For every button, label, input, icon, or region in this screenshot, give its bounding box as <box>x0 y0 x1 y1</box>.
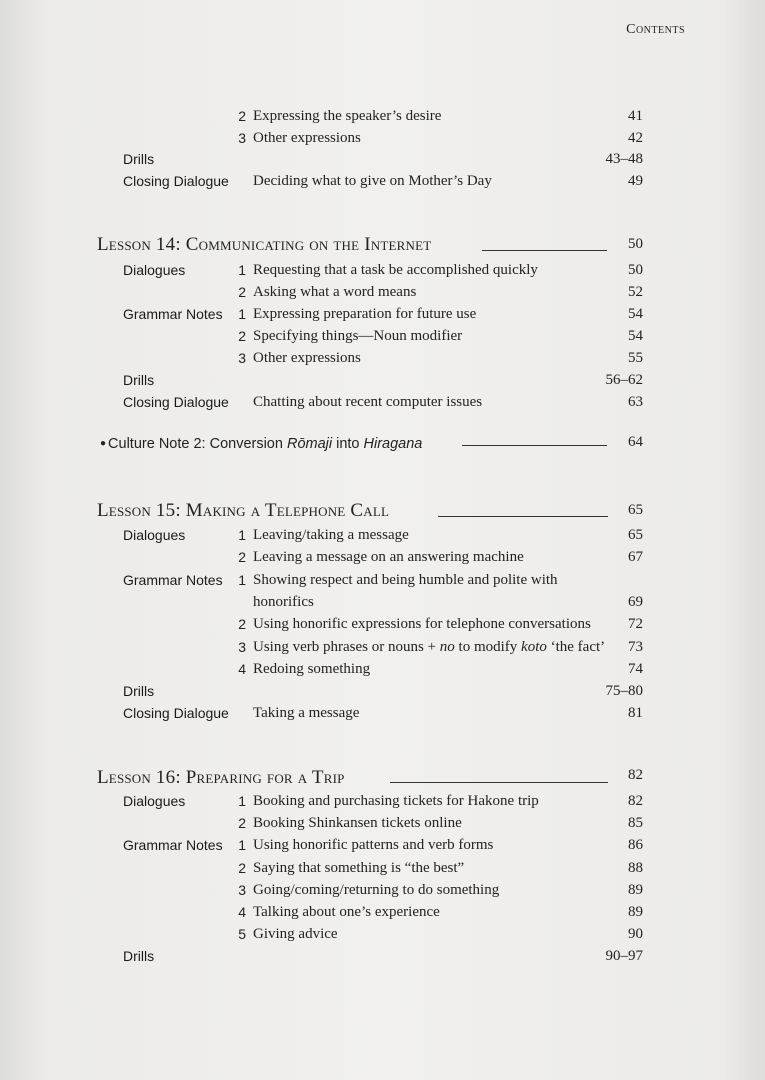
toc-entry <box>0 281 765 303</box>
entry-number: 3 <box>238 638 246 655</box>
entry-title: Redoing something <box>253 660 371 677</box>
entry-page: 90–97 <box>605 948 643 965</box>
entry-number: 1 <box>238 527 246 543</box>
entry-number: 1 <box>238 262 246 278</box>
entry-number: 2 <box>238 328 246 344</box>
toc-entry <box>0 127 765 149</box>
toc-entry <box>0 524 765 546</box>
toc-entry <box>0 148 765 170</box>
entry-category: Dialogues <box>123 527 186 543</box>
toc-entry <box>0 945 765 967</box>
entry-title: Using honorific patterns and verb forms <box>253 837 494 854</box>
entry-page: 63 <box>628 394 643 410</box>
toc-entry <box>0 923 765 945</box>
running-header: Contents <box>626 22 685 37</box>
entry-page: 86 <box>628 837 643 854</box>
lesson-14-page: 50 <box>628 236 643 252</box>
entry-category: Closing Dialogue <box>123 705 229 722</box>
entry-title: Other expressions <box>253 129 361 146</box>
entry-title: Giving advice <box>253 926 338 943</box>
entry-page: 42 <box>628 129 643 146</box>
toc-entry <box>0 591 765 613</box>
entry-number: 2 <box>238 108 246 124</box>
toc-entry <box>0 812 765 834</box>
entry-number: 3 <box>238 350 246 366</box>
entry-title: honorifics <box>253 593 314 610</box>
entry-category: Drills <box>123 948 155 965</box>
leader-rule <box>482 250 607 251</box>
entry-page: 73 <box>628 638 643 655</box>
entry-page: 43–48 <box>605 151 643 167</box>
entry-number: 1 <box>238 837 246 854</box>
culture-note-page: 64 <box>628 434 643 450</box>
toc-entry <box>0 569 765 591</box>
entry-number: 5 <box>238 926 246 943</box>
entry-number: 2 <box>238 549 246 566</box>
entry-page: 90 <box>628 926 643 943</box>
entry-title: Requesting that a task be accomplished quickly <box>253 262 538 278</box>
entry-category: Drills <box>123 372 155 388</box>
bullet-icon: ● <box>100 438 107 449</box>
entry-title: Other expressions <box>253 350 361 366</box>
entry-title: Using verb phrases or nouns + no to modify koto ‘the fact’ <box>253 638 606 655</box>
entry-number: 3 <box>238 881 246 898</box>
entry-category: Closing Dialogue <box>123 394 229 410</box>
entry-title: Saying that something is “the best” <box>253 859 465 876</box>
entry-number: 2 <box>238 284 246 300</box>
lesson-15-page: 65 <box>628 502 643 518</box>
entry-number: 2 <box>238 859 246 876</box>
entry-title: Asking what a word means <box>253 284 417 300</box>
entry-page: 67 <box>628 549 643 566</box>
entry-page: 56–62 <box>605 372 643 388</box>
entry-title: Showing respect and being humble and polite with <box>253 571 558 588</box>
toc-entry <box>0 369 765 391</box>
entry-category: Grammar Notes <box>123 306 223 322</box>
entry-number: 1 <box>238 306 246 322</box>
leader-rule <box>438 516 608 517</box>
entry-title: Expressing the speaker’s desire <box>253 108 442 124</box>
entry-category: Drills <box>123 151 155 167</box>
entry-page: 72 <box>628 616 643 633</box>
entry-page: 52 <box>628 284 643 300</box>
toc-entry <box>0 613 765 635</box>
culture-note-2: ● Culture Note 2: Conversion Rōmaji into Hiragana <box>100 436 423 452</box>
entry-number: 1 <box>238 793 246 809</box>
entry-page: 75–80 <box>605 683 643 700</box>
entry-page: 41 <box>628 108 643 124</box>
entry-page: 49 <box>628 172 643 189</box>
entry-title: Expressing preparation for future use <box>253 306 477 322</box>
entry-title: Chatting about recent computer issues <box>253 394 483 410</box>
toc-entry <box>0 790 765 812</box>
entry-title: Deciding what to give on Mother’s Day <box>253 172 492 189</box>
entry-number: 2 <box>238 616 246 633</box>
entry-title: Using honorific expressions for telephone conversations <box>253 616 591 633</box>
entry-page: 89 <box>628 881 643 898</box>
entry-page: 55 <box>628 350 643 366</box>
entry-title: Taking a message <box>253 705 360 722</box>
toc-entry <box>0 391 765 413</box>
toc-entry <box>0 680 765 702</box>
leader-rule <box>390 782 608 783</box>
entry-page: 69 <box>628 593 643 610</box>
toc-entry <box>0 834 765 856</box>
toc-entry <box>0 325 765 347</box>
entry-category: Dialogues <box>123 793 186 809</box>
toc-entry <box>0 702 765 724</box>
entry-page: 81 <box>628 705 643 722</box>
leader-rule <box>462 445 607 446</box>
toc-entry <box>0 303 765 325</box>
entry-title: Booking and purchasing tickets for Hakone trip <box>253 793 539 809</box>
toc-entry <box>0 879 765 901</box>
entry-title: Going/coming/returning to do something <box>253 881 500 898</box>
entry-number: 1 <box>238 571 246 588</box>
toc-entry <box>0 546 765 568</box>
entry-page: 89 <box>628 904 643 920</box>
entry-number: 4 <box>238 660 246 677</box>
toc-entry <box>0 170 765 192</box>
entry-title: Leaving a message on an answering machine <box>253 549 524 566</box>
toc-entry <box>0 658 765 680</box>
lesson-16-title: Lesson 16: Preparing for a Trip <box>97 767 345 788</box>
entry-page: 82 <box>628 793 643 809</box>
lesson-15-title: Lesson 15: Making a Telephone Call <box>97 500 390 521</box>
entry-category: Grammar Notes <box>123 837 223 854</box>
toc-entry <box>0 901 765 923</box>
entry-number: 2 <box>238 815 246 832</box>
lesson-16-page: 82 <box>628 767 643 783</box>
toc-entry <box>0 636 765 658</box>
entry-title: Leaving/taking a message <box>253 527 409 543</box>
entry-page: 50 <box>628 262 643 278</box>
entry-category: Drills <box>123 683 155 700</box>
entry-page: 54 <box>628 328 643 344</box>
entry-page: 85 <box>628 815 643 832</box>
entry-number: 4 <box>238 904 246 920</box>
entry-page: 74 <box>628 660 643 677</box>
entry-title: Specifying things—Noun modifier <box>253 328 463 344</box>
toc-entry <box>0 347 765 369</box>
entry-title: Booking Shinkansen tickets online <box>253 815 462 832</box>
entry-number: 3 <box>238 129 246 146</box>
entry-title: Talking about one’s experience <box>253 904 440 920</box>
entry-category: Grammar Notes <box>123 571 223 588</box>
toc-entry <box>0 857 765 879</box>
entry-page: 65 <box>628 527 643 543</box>
entry-category: Closing Dialogue <box>123 172 229 189</box>
entry-page: 88 <box>628 859 643 876</box>
toc-entry <box>0 105 765 127</box>
entry-category: Dialogues <box>123 262 186 278</box>
lesson-14-title: Lesson 14: Communicating on the Internet <box>97 234 432 255</box>
toc-entry <box>0 259 765 281</box>
entry-page: 54 <box>628 306 643 322</box>
